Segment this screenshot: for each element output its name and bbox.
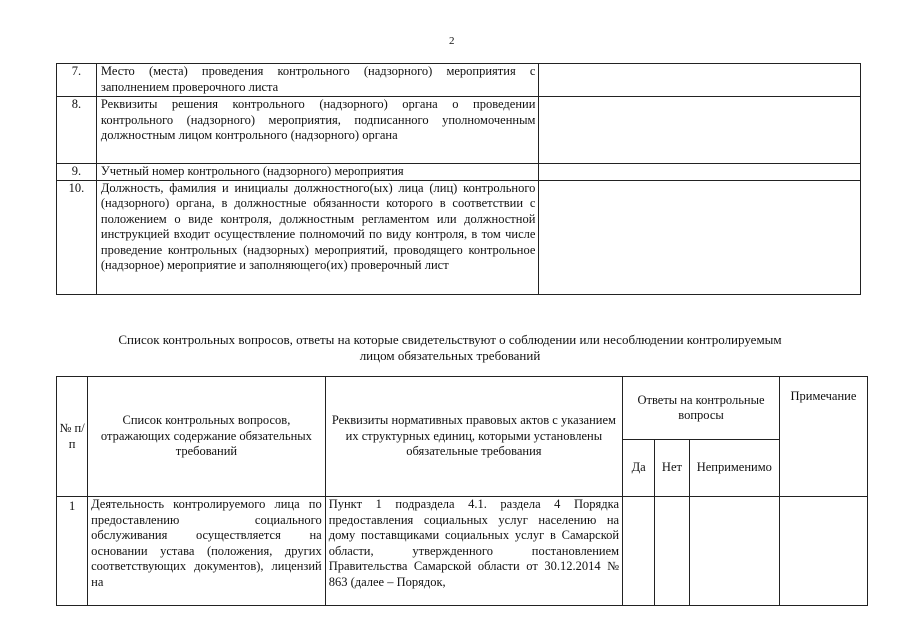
info-row-number: 9. xyxy=(57,164,97,181)
header-questions: Список контрольных вопросов, отражающих содержание обязательных требований xyxy=(88,377,326,497)
header-na: Неприменимо xyxy=(689,440,779,497)
header-answers: Ответы на контрольные вопросы xyxy=(623,377,780,440)
header-yes: Да xyxy=(623,440,655,497)
info-row-label: Учетный номер контрольного (надзорного) мероприятия xyxy=(96,164,539,181)
info-row-number: 10. xyxy=(57,180,97,294)
row-answer-yes[interactable] xyxy=(623,497,655,606)
header-no: Нет xyxy=(655,440,689,497)
checklist-header-row xyxy=(57,377,868,440)
info-row-answer[interactable] xyxy=(539,180,861,294)
checklist-table xyxy=(56,376,868,606)
checklist-row xyxy=(57,497,868,606)
row-question: Деятельность контролируемого лица по предоставлению социального обслуживания осуществляется на основании устава (положения, других соответствующих документов), лицензий на xyxy=(88,497,326,606)
row-answer-na[interactable] xyxy=(689,497,779,606)
page-number: 2 xyxy=(449,35,455,47)
header-num: № п/п xyxy=(57,377,88,497)
info-row xyxy=(57,180,861,294)
header-note: Примечание xyxy=(779,377,867,497)
header-acts: Реквизиты нормативных правовых актов с указанием их структурных единиц, которыми установлены обязательные требования xyxy=(325,377,622,497)
row-note[interactable] xyxy=(779,497,867,606)
info-row xyxy=(57,64,861,97)
info-row-label: Место (места) проведения контрольного (надзорного) мероприятия с заполнением проверочного листа xyxy=(96,64,539,97)
row-act: Пункт 1 подраздела 4.1. раздела 4 Порядка предоставления социальных услуг населению на дому поставщиками социальных услуг в Самарской области, утвержденного постановлением Правительства Самарской области от 30.12.2014 № 863 (далее – Порядок, xyxy=(325,497,622,606)
info-row-number: 7. xyxy=(57,64,97,97)
checklist-caption: Список контрольных вопросов, ответы на которые свидетельствуют о соблюдении или несоблюдении контролируемым лицом обязательных требований xyxy=(118,332,782,363)
row-number: 1 xyxy=(57,497,88,606)
info-row-label: Реквизиты решения контрольного (надзорного) органа о проведении контрольного (надзорного) мероприятия, подписанного уполномоченным должностным лицом контрольного (надзорного) органа xyxy=(96,97,539,164)
info-row-label: Должность, фамилия и инициалы должностного(ых) лица (лиц) контрольного (надзорного) органа, в должностные обязанности которого в соответствии с положением о виде контроля, должностным регламентом или должностной инструкцией входит осуществление полномочий по виду контроля, в том числе проведение контрольных (надзорных) мероприятий, проводящего контрольное (надзорное) мероприятие и заполняющего(их) проверочный лист xyxy=(96,180,539,294)
info-row xyxy=(57,164,861,181)
info-row-number: 8. xyxy=(57,97,97,164)
info-row xyxy=(57,97,861,164)
info-row-answer[interactable] xyxy=(539,64,861,97)
info-row-answer[interactable] xyxy=(539,164,861,181)
info-row-answer[interactable] xyxy=(539,97,861,164)
row-answer-no[interactable] xyxy=(655,497,689,606)
inspection-info-table xyxy=(56,63,861,295)
